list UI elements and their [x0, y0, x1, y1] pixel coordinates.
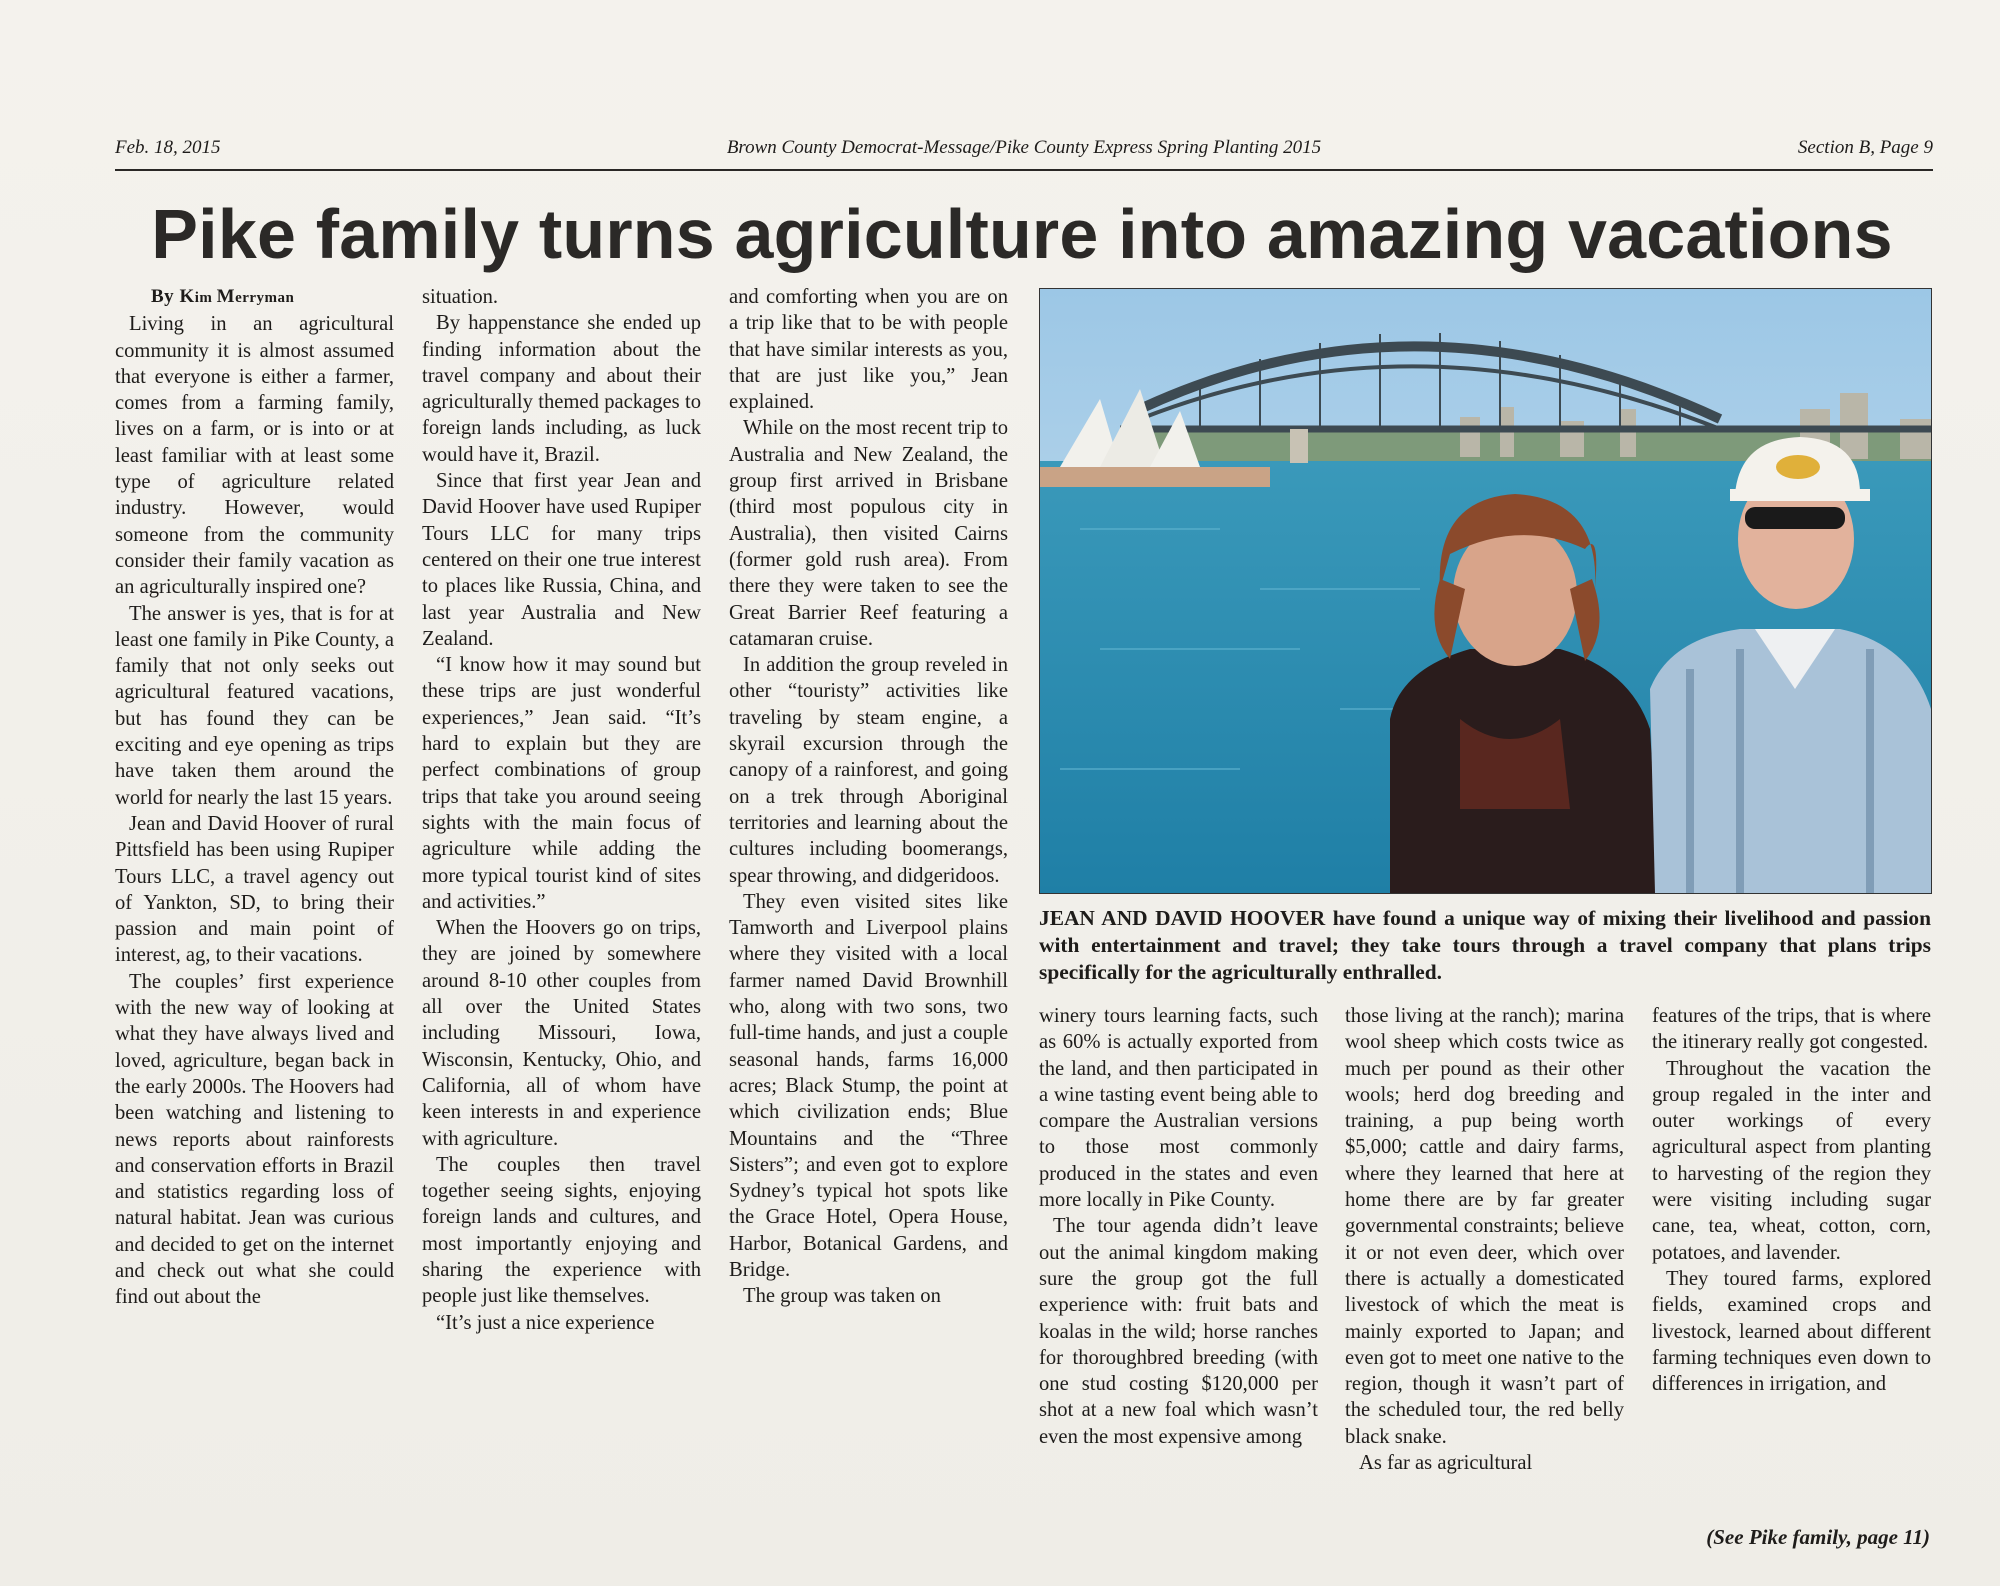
article-column-3 — [729, 284, 1008, 1310]
paragraph: The couples then travel together seeing sights, enjoying foreign lands and cultures, and most importantly enjoying and sharing the experience with people just like themselves. — [422, 1153, 701, 1308]
article-column-4 — [1039, 1003, 1318, 1450]
publication-name: Brown County Democrat-Message/Pike County Express Spring Planting 2015 — [726, 137, 1322, 158]
paragraph: When the Hoovers go on trips, they are joined by somewhere around 8-10 other couples from all over the United States including Missouri, Iowa, Wisconsin, Kentucky, Ohio, and California, all of whom have keen interests in and experience with agriculture. — [422, 917, 701, 1150]
paragraph: features of the trips, that is where the itinerary really got congested. — [1652, 1005, 1931, 1054]
issue-date: Feb. 18, 2015 — [115, 137, 221, 158]
article-photo — [1039, 288, 1932, 894]
paragraph: situation. — [422, 286, 499, 308]
paragraph: The couples’ first experience with the new way of looking at what they have always lived and loved, agriculture, began back in the early 2000s. The Hoovers had been watching and listening to news reports about rainforests and conservation efforts in Brazil and statistics regarding loss of natural habitat. Jean was curious and decided to get on the internet and check out what she could find out about the — [115, 970, 394, 1309]
paragraph: and comforting when you are on a trip like that to be with people that have similar interests as you, that are just like you,” Jean explained. — [729, 286, 1008, 414]
paragraph: They even visited sites like Tamworth and Liverpool plains where they visited with a local farmer named David Brownhill who, along with two sons, two full-time hands, and just a couple seasonal hands, farms 16,000 acres; Black Stump, the point at which civilization ends; Blue Mountains and the “Three Sisters”; and even got to explore Sydney’s typical hot spots like the Grace Hotel, Opera House, Harbor, Botanical Gardens, and Bridge. — [729, 890, 1008, 1281]
paragraph: As far as agricultural — [1359, 1452, 1533, 1475]
photo-caption: JEAN AND DAVID HOOVER have found a unique way of mixing their livelihood and passion with entertainment and travel; they take tours through a travel company that plans trips specifically for the agriculturally enthralled. — [1039, 906, 1931, 984]
article-headline: Pike family turns agriculture into amazing vacations — [151, 195, 1893, 273]
paragraph: The answer is yes, that is for at least one family in Pike County, a family that not only seeks out agricultural featured vacations, but has found they can be exciting and eye opening as trips have taken them around the world for nearly the last 15 years. — [115, 602, 394, 809]
article-column-2 — [422, 284, 701, 1336]
paragraph: those living at the ranch); marina wool sheep which costs twice as much per pound as their other wools; herd dog breeding and training, a pup being worth $5,000; cattle and dairy farms, where they learned that here at home there are by far greater governmental constraints; believe it or not even deer, which over there is actually a domesticated livestock of which the meat is mainly exported to Japan; and even got to meet one native to the region, though it wasn’t part of the scheduled tour, the red belly black snake. — [1345, 1005, 1624, 1448]
continuation-note: (See Pike family, page 11) — [1706, 1525, 1930, 1549]
page-header — [115, 131, 1933, 171]
paragraph: winery tours learning facts, such as 60% is actually exported from the land, and then participated in a wine tasting event being able to compare the Australian versions to those most commonly produced in the states and even more locally in Pike County. — [1039, 1005, 1318, 1212]
paragraph: Since that first year Jean and David Hoover have used Rupiper Tours LLC for many trips centered on their one true interest to places like Russia, China, and last year Australia and New Zealand. — [422, 470, 701, 650]
paragraph: “It’s just a nice experience — [436, 1311, 655, 1334]
article-column-6 — [1652, 1003, 1931, 1397]
paragraph: Throughout the vacation the group regaled in the inter and outer workings of every agricultural aspect from planting to harvesting of the region they were visiting including sugar cane, tea, wheat, cotton, corn, potatoes, and lavender. — [1652, 1057, 1931, 1264]
paragraph: The group was taken on — [743, 1285, 941, 1308]
paragraph: While on the most recent trip to Australia and New Zealand, the group first arrived in Brisbane (third most populous city in Australia), then visited Cairns (former gold rush area). From there they were taken to see the Great Barrier Reef featuring a catamaran cruise. — [729, 417, 1008, 650]
paragraph: By happenstance she ended up finding information about the travel company and about their agriculturally themed packages to foreign lands including, as luck would have it, Brazil. — [422, 312, 701, 466]
paragraph: They toured farms, explored fields, examined crops and livestock, learned about different farming techniques even down to differences in irrigation, and — [1652, 1267, 1931, 1396]
paragraph: “I know how it may sound but these trips are just wonderful experiences,” Jean said. “It’s hard to explain but they are perfect combinations of group trips that take you around seeing sights with the main focus of agriculture while adding the more typical tourist kind of sites and activities.” — [422, 654, 701, 913]
byline: By Kim Merryman — [151, 286, 295, 307]
paragraph: The tour agenda didn’t leave out the animal kingdom making sure the group got the full experience with: fruit bats and koalas in the wild; horse ranches for thoroughbred breeding (with one stud costing $120,000 per shot at a new foal which wasn’t even the most expensive among — [1039, 1215, 1318, 1448]
section-page: Section B, Page 9 — [1797, 137, 1933, 158]
paragraph: Living in an agricultural community it is almost assumed that everyone is either a farmer, comes from a farming family, lives on a farm, or is into or at least familiar with at least some type of agriculture related industry. However, would someone from the community consider their family vacation as an agriculturally inspired one? — [115, 313, 394, 599]
article-column-1 — [115, 284, 394, 1311]
article-column-5 — [1345, 1003, 1624, 1476]
paragraph: In addition the group reveled in other “touristy” activities like traveling by steam engine, a skyrail excursion through the canopy of a rainforest, and going on a trek through Aboriginal territories and learning about the cultures including boomerangs, spear throwing, and didgeridoos. — [729, 654, 1008, 887]
paragraph: Jean and David Hoover of rural Pittsfield has been using Rupiper Tours LLC, a travel agency out of Yankton, SD, to bring their passion and main point of interest, ag, to their vacations. — [115, 812, 394, 967]
harbour-photo-illustration — [1040, 289, 1931, 893]
